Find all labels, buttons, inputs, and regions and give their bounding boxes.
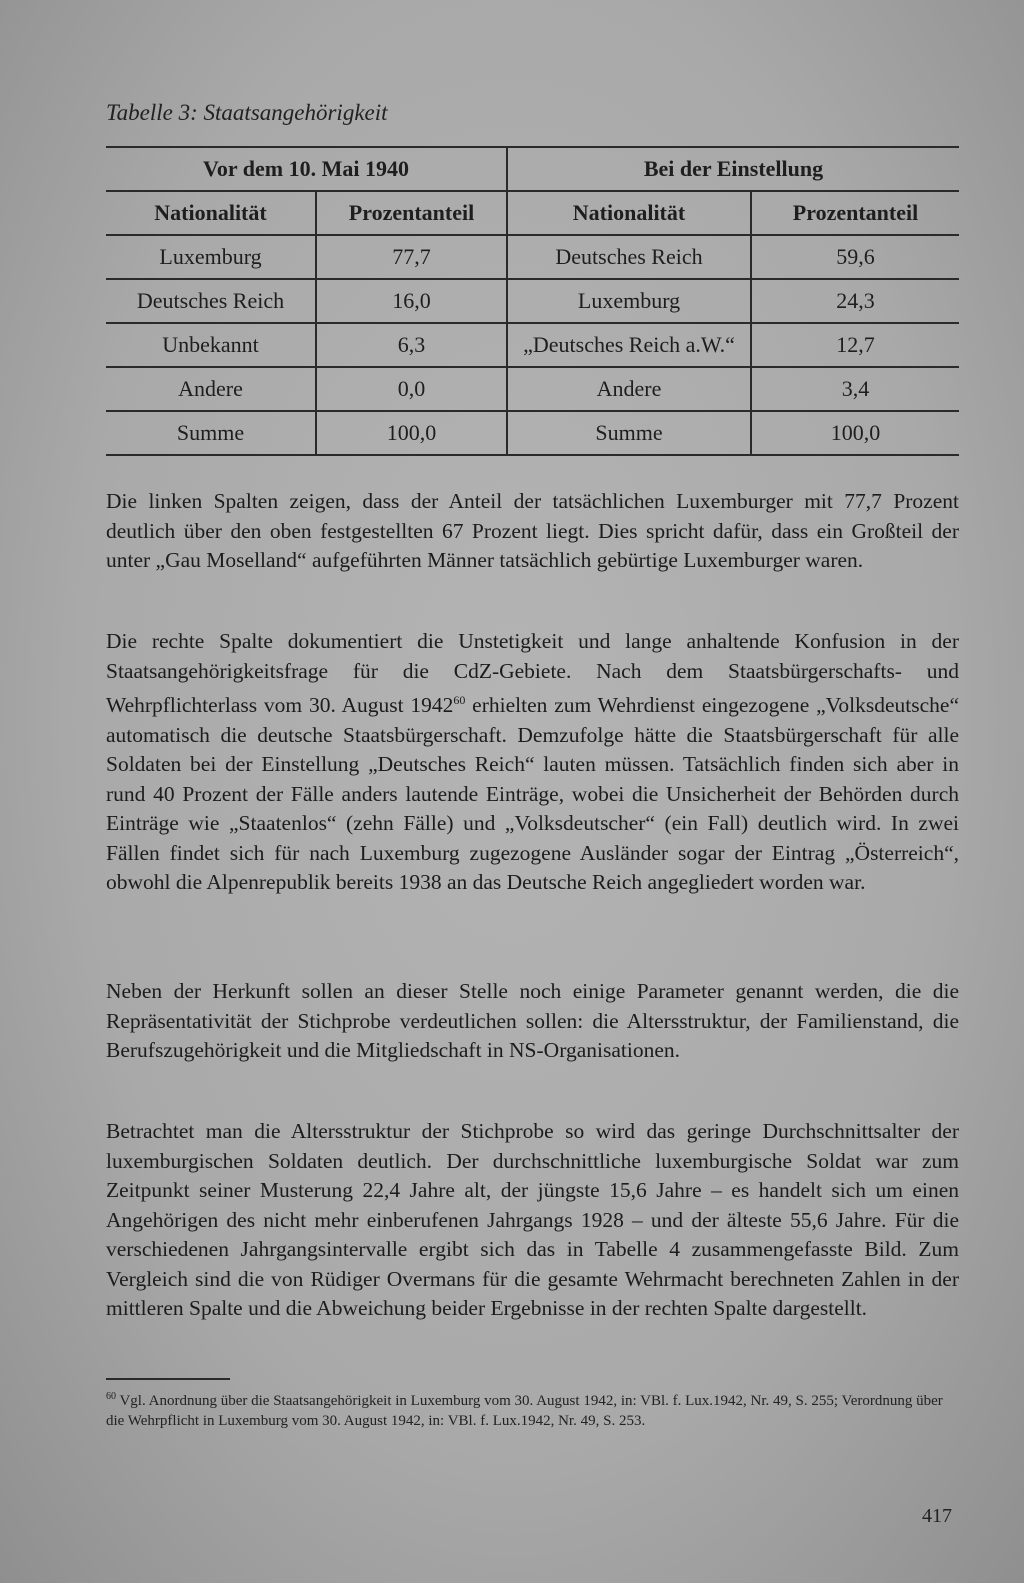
table-cell: Luxemburg — [106, 235, 316, 279]
table-cell: Andere — [507, 367, 751, 411]
column-header: Nationalität — [507, 191, 751, 235]
paragraph-text: Betrachtet man die Altersstruktur der Stichprobe so wird das geringe Durchschnittsalter der luxemburgischen Soldaten deutlich. Der durchschnittliche luxemburgische Soldat war zum Zeitpunkt seiner Musterung 22,4 Jahre alt, der jüngste 15,6 Jahre – es handelt sich um einen Angehörigen des nicht mehr einberufenen Jahrgangs 1928 – und der älteste 55,6 Jahre. Für die verschiedenen Jahrgangsintervalle ergibt sich das in Tabelle 4 zusammengefasste Bild. Zum Vergleich sind die von Rüdiger Overmans für die gesamte Wehrmacht berechneten Zahlen in der mittleren Spalte und die Abweichung beider Ergebnisse in der rechten Spalte dargestellt. — [106, 1119, 959, 1320]
paragraph-text-part: Die rechte Spalte dokumentiert die Unstetigkeit und lange anhaltende Konfusion in der Staatsangehörigkeitsfrage für die CdZ-Gebiete. Nach dem Staatsbürgerschafts- und Wehrpflichterlass vom 30. August 1942 — [106, 629, 959, 718]
footnote-reference: 60 — [453, 693, 466, 707]
table-row — [106, 367, 959, 411]
table-cell: 16,0 — [316, 279, 507, 323]
table-row — [106, 235, 959, 279]
table-cell: 6,3 — [316, 323, 507, 367]
footnote-divider — [106, 1378, 230, 1380]
paragraph-text — [106, 627, 959, 898]
paragraph-text: Neben der Herkunft sollen an dieser Stelle noch einige Parameter genannt werden, die die Repräsentativität der Stichprobe verdeutlichen sollen: die Altersstruktur, der Familienstand, die Berufszugehörigkeit und die Mitgliedschaft in NS-Organisationen. — [106, 979, 959, 1062]
table-cell: 3,4 — [751, 367, 959, 411]
column-header: Nationalität — [106, 191, 316, 235]
footnote-text: Vgl. Anordnung über die Staatsangehörigkeit in Luxemburg vom 30. August 1942, in: VBl. f. Lux.1942, Nr. 49, S. 255; Verordnung über die Wehrpflicht in Luxemburg vom 30. August 1942, in: VBl. f. Lux.1942, Nr. 49, S. 253. — [106, 1393, 943, 1429]
paragraph-text: Die linken Spalten zeigen, dass der Anteil der tatsächlichen Luxemburger mit 77,7 Prozent deutlich über den oben festgestellten 67 Prozent liegt. Dies spricht dafür, dass ein Großteil der unter „Gau Moselland“ aufgeführten Männer tatsächlich gebürtige Luxemburger waren. — [106, 489, 959, 572]
paragraph-3 — [106, 977, 959, 1066]
footnote — [106, 1387, 959, 1431]
table-cell: Unbekannt — [106, 323, 316, 367]
page-number: 417 — [922, 1505, 952, 1527]
table-cell: 24,3 — [751, 279, 959, 323]
table-cell: Deutsches Reich — [507, 235, 751, 279]
group-header-after: Bei der Einstellung — [507, 147, 959, 191]
table-cell: „Deutsches Reich a.W.“ — [507, 323, 751, 367]
table-cell: Andere — [106, 367, 316, 411]
table-cell: Luxemburg — [507, 279, 751, 323]
group-header-before: Vor dem 10. Mai 1940 — [106, 147, 507, 191]
table-row — [106, 323, 959, 367]
table-cell: 12,7 — [751, 323, 959, 367]
table-cell: Summe — [106, 411, 316, 455]
column-header: Prozentanteil — [751, 191, 959, 235]
table-cell: Summe — [507, 411, 751, 455]
table-cell: 59,6 — [751, 235, 959, 279]
paragraph-2 — [106, 627, 959, 898]
paragraph-1 — [106, 487, 959, 576]
paragraph-text-part: erhielten zum Wehrdienst eingezogene „Volksdeutsche“ automatisch die deutsche Staatsbürgerschaft. Demzufolge hätte die Staatsbürgerschaft für alle Soldaten bei der Einstellung „Deutsches Reich“ lauten müssen. Tatsächlich finden sich aber in rund 40 Prozent der Fälle anders lautende Einträge, wobei die Unsicherheit der Behörden durch Einträge wie „Staatenlos“ (zehn Fälle) und „Volksdeutscher“ (ein Fall) deutlich wird. In zwei Fällen findet sich für nach Luxemburg zugezogene Ausländer sogar der Eintrag „Österreich“, obwohl die Alpenrepublik bereits 1938 an das Deutsche Reich angegliedert worden war. — [106, 693, 959, 895]
table-cell: 100,0 — [751, 411, 959, 455]
table-cell: 100,0 — [316, 411, 507, 455]
table-group-header-row — [106, 147, 959, 191]
table-cell: 77,7 — [316, 235, 507, 279]
column-header: Prozentanteil — [316, 191, 507, 235]
table-cell: Deutsches Reich — [106, 279, 316, 323]
table-caption: Tabelle 3: Staatsangehörigkeit — [106, 100, 388, 125]
table-column-header-row — [106, 191, 959, 235]
table-cell: 0,0 — [316, 367, 507, 411]
table-row — [106, 279, 959, 323]
footnote-marker: 60 — [106, 1391, 116, 1402]
table-row — [106, 411, 959, 455]
nationality-table — [106, 146, 959, 456]
paragraph-4 — [106, 1117, 959, 1324]
